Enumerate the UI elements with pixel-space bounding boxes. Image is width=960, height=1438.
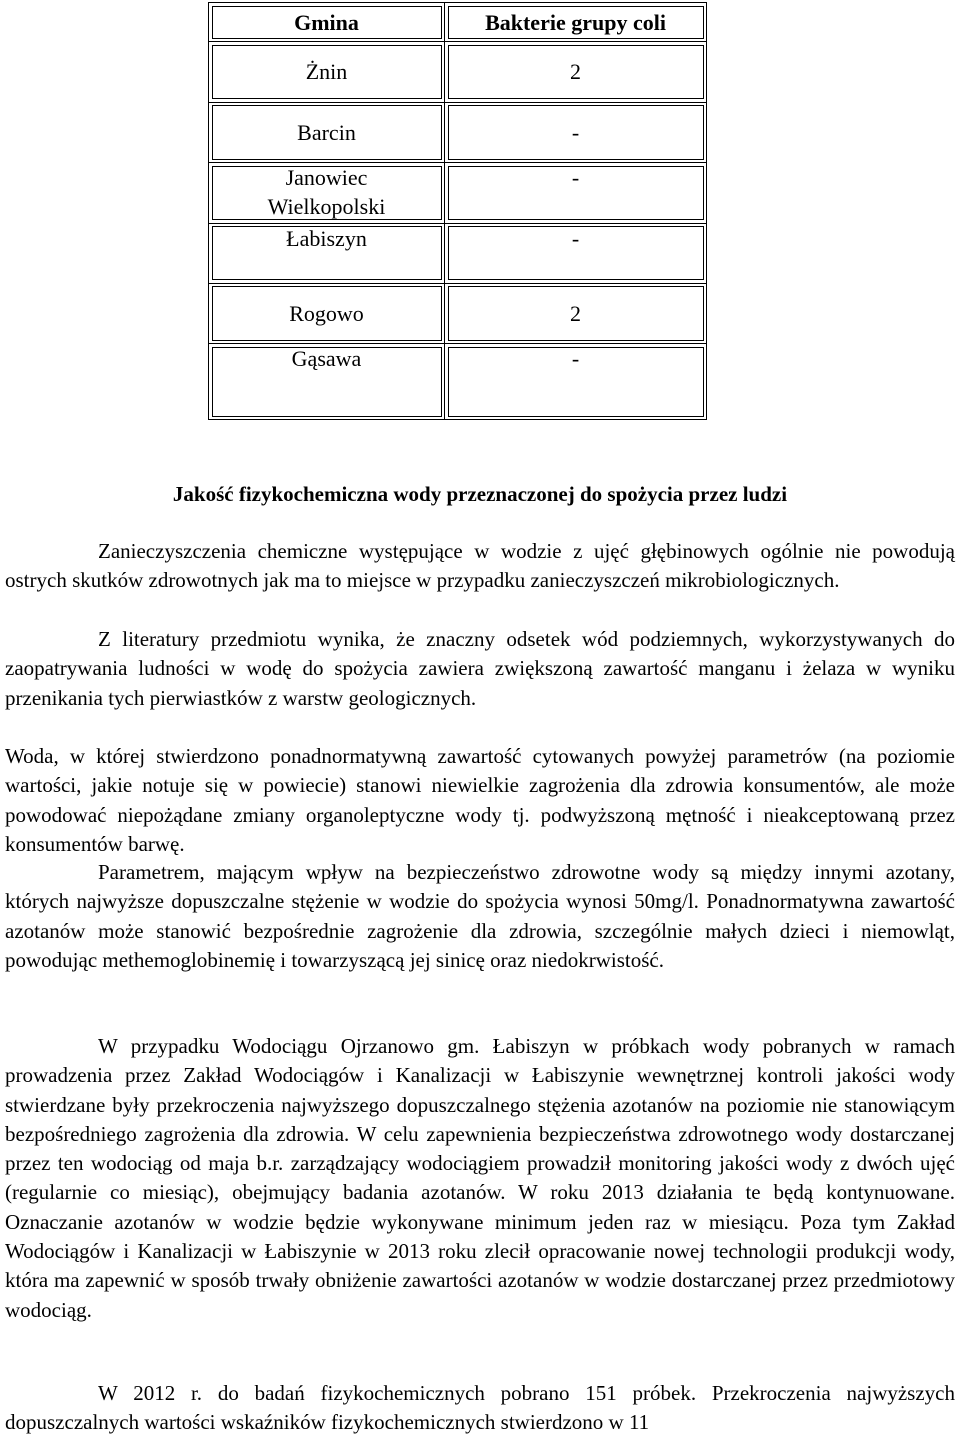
cell-value: - [445,163,707,223]
cell-gmina: Żnin [209,42,445,102]
cell-gmina: Rogowo [209,283,445,343]
cell-gmina: Barcin [209,102,445,162]
cell-value: 2 [445,283,707,343]
cell-gmina-text: Janowiec Wielkopolski [267,165,386,220]
cell-gmina: Gąsawa [209,344,445,420]
table-row [209,42,707,102]
cell-value: - [445,344,707,420]
table-row [209,102,707,162]
paragraph-5: W przypadku Wodociągu Ojrzanowo gm. Łabiszyn w próbkach wody pobranych w ramach prowadzenia przez Zakład Wodociągów i Kanalizacji w Łabiszynie wewnętrznej kontroli jakości wody stwierdzane były przekroczenia najwyższego dopuszczalnego stężenia azotanów na poziomie nie stanowiącym bezpośredniego zagrożenia dla zdrowia. W celu zapewnienia bezpieczeństwa zdrowotnego wody dostarczanej przez ten wodociąg od maja b.r. zarządzający wodociągiem prowadził monitoring jakości wody z dwóch ujęć (regularnie co miesiąc), obejmujący badania azotanów. W roku 2013 działania te będą kontynuowane. Oznaczanie azotanów w wodzie będzie wykonywane minimum jeden raz w miesiącu. Poza tym Zakład Wodociągów i Kanalizacji w Łabiszynie w 2013 roku zlecił opracowanie nowej technologii produkcji wody, która ma zapewnić w sposób trwały obniżenie zawartości azotanów w wodzie dostarczanej przez przedmiotowy wodociąg. [5,1034,955,1322]
table-row [209,223,707,283]
paragraph-1: Zanieczyszczenia chemiczne występujące w wodzie z ujęć głębinowych ogólnie nie powodują ostrych skutków zdrowotnych jak ma to miejsce w przypadku zanieczyszczeń mikrobiologicznych. [5,539,955,593]
cell-value: 2 [445,42,707,102]
section-heading: Jakość fizykochemiczna wody przeznaczonej do spożycia przez ludzi [172,482,788,506]
cell-value: - [445,223,707,283]
cell-gmina [209,163,445,223]
table-header-row [209,3,707,42]
table-row [209,283,707,343]
header-gmina: Gmina [209,3,445,42]
paragraph-4: Parametrem, mającym wpływ na bezpieczeństwo zdrowotne wody są między innymi azotany, których najwyższe dopuszczalne stężenie w wodzie do spożycia wynosi 50mg/l. Ponadnormatywna zawartość azotanów może stanowić bezpośrednie zagrożenie dla zdrowia, szczególnie małych dzieci i niemowląt, powodując methemoglobinemię i towarzyszącą jej sinicę oraz niedokrwistość. [5,860,955,972]
paragraph-2: Z literatury przedmiotu wynika, że znaczny odsetek wód podziemnych, wykorzystywanych do zaopatrywania ludności w wodę do spożycia zawiera zwiększoną zawartość manganu i żelaza w wyniku przenikania tych pierwiastków z warstw geologicznych. [5,627,955,710]
table-row [209,163,707,223]
header-coli: Bakterie grupy coli [445,3,707,42]
cell-value: - [445,102,707,162]
coliform-table [208,2,707,420]
cell-gmina: Łabiszyn [209,223,445,283]
table-row [209,344,707,420]
paragraph-3: Woda, w której stwierdzono ponadnormatywną zawartość cytowanych powyżej parametrów (na poziomie wartości, jakie notuje się w powiecie) stanowi niewielkie zagrożenia dla zdrowia konsumentów, ale może powodować niepożądane zmiany organoleptyczne wody tj. podwyższoną mętność i nieakceptowaną przez konsumentów barwę. [5,744,955,856]
paragraph-6: W 2012 r. do badań fizykochemicznych pobrano 151 próbek. Przekroczenia najwyższych dopuszczalnych wartości wskaźników fizykochemicznych stwierdzono w 11 [5,1381,955,1435]
